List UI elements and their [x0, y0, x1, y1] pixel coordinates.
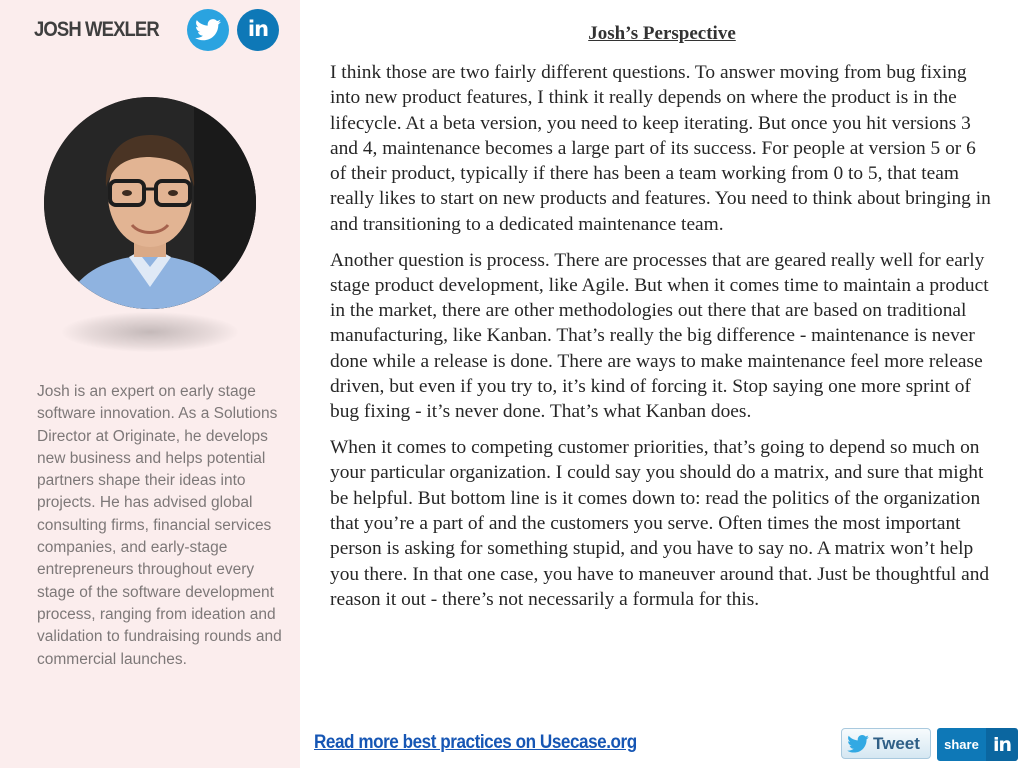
author-sidebar	[0, 0, 300, 768]
linkedin-icon	[986, 728, 1018, 761]
linkedin-glyph: in	[992, 733, 1012, 756]
tweet-label: Tweet	[873, 733, 920, 753]
article-body	[330, 60, 995, 623]
read-more-link[interactable]: Read more best practices on Usecase.org	[314, 732, 637, 753]
photo-shadow	[62, 312, 238, 352]
linkedin-share-button[interactable]	[937, 728, 1018, 761]
tweet-button[interactable]	[841, 728, 931, 759]
twitter-bird-icon	[847, 735, 869, 753]
author-bio: Josh is an expert on early stage software innovation. As a Solutions Director at Originate, he develops new business and helps potential partners shape their ideas into projects. He has advised global consulting firms, financial services companies, and early-stage entrepreneurs throughout every stage of the software development process, ranging from ideation and validation to fundraising rounds and commercial launches.	[37, 383, 282, 668]
twitter-bird-icon	[195, 19, 221, 41]
author-portrait-image	[44, 97, 256, 309]
author-photo	[44, 97, 256, 309]
paragraph: Another question is process. There are processes that are geared really well for early stage product development, like Agile. But when it comes time to maintain a product in the market, there are other methodologies out there that are based on traditional manufacturing, like Kanban. That’s really the big difference - maintenance is never done while a release is done. There are ways to make maintenance feel more release driven, but even if you try to, it’s kind of forcing it. Stop saying one more sprint of bug fixing - it’s never done. That’s what Kanban does.	[330, 249, 989, 423]
paragraph: When it comes to competing customer priorities, that’s going to depend so much on your particular organization. I could say you should do a matrix, and sure that might be helpful. But bottom line is it comes down to: read the politics of the organization that you’re a part of and the customers you serve. Often times the most important person is asking for something stupid, and you have to say no. A matrix won’t help you there. In that one case, you have to maneuver around that. Just be thoughtful and reason it out - there’s not necessarily a formula for this.	[330, 437, 990, 610]
twitter-icon[interactable]	[187, 9, 229, 51]
paragraph: I think those are two fairly different questions. To answer moving from bug fixing into new product features, I think it really depends on where the product is in the lifecycle. At a beta version, you need to keep iterating. But once you hit versions 3 and 4, maintenance becomes a large part of its success. For people at version 5 or 6 of their product, typically if there has been a team working from 0 to 5, that team really likes to start on new products and features. You need to think about bringing in and transitioning to a dedicated maintenance team.	[330, 62, 991, 235]
page-title: Josh’s Perspective	[588, 23, 736, 44]
share-label: share	[937, 728, 986, 761]
linkedin-icon[interactable]	[237, 9, 279, 51]
linkedin-glyph: in	[247, 17, 269, 41]
author-name: JOSH WEXLER	[34, 18, 159, 41]
